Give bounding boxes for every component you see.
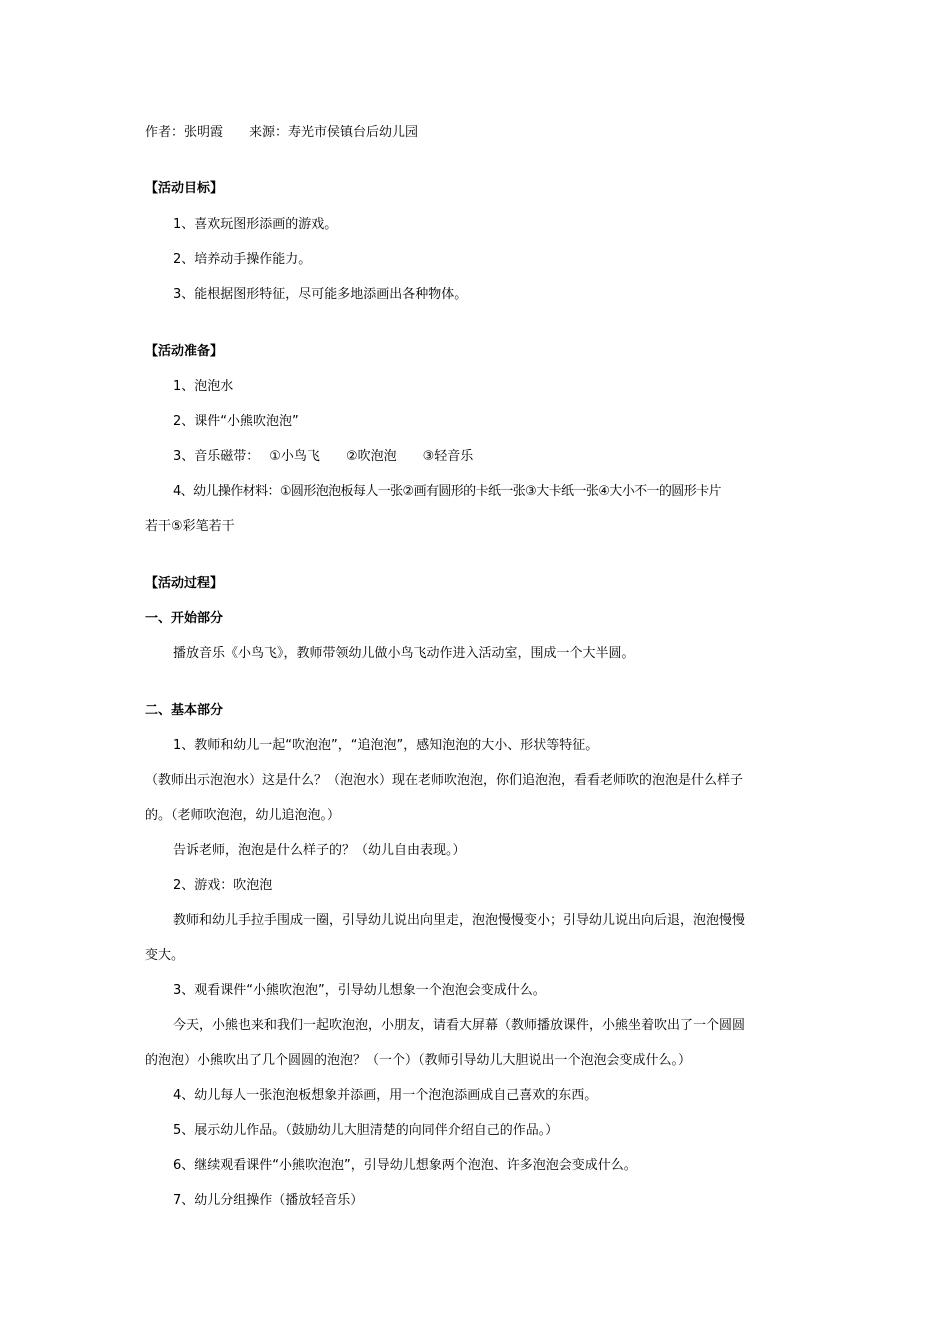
byline [145,124,810,142]
author: 作者：张明霞 [145,125,224,140]
goal-item: 2、培养动手操作能力。 [173,252,312,267]
music-track: ①小鸟飞 [269,449,320,464]
step-5: 5、展示幼儿作品。（鼓励幼儿大胆清楚的向同伴介绍自己的作品。） [173,1123,559,1138]
step-1-detail: （教师出示泡泡水）这是什么？（泡泡水）现在老师吹泡泡，你们追泡泡，看看老师吹的泡泡是什么样子 [145,773,744,788]
music-label: 3、音乐磁带： [173,449,260,464]
step-3-detail-cont: 的泡泡）小熊吹出了几个圆圆的泡泡？（一个）（教师引导幼儿大胆说出一个泡泡会变成什么。） [145,1053,692,1068]
music-track: ③轻音乐 [422,449,474,464]
step-6: 6、继续观看课件“小熊吹泡泡”，引导幼儿想象两个泡泡、许多泡泡会变成什么。 [173,1158,637,1173]
step-1-ask: 告诉老师，泡泡是什么样子的？（幼儿自由表现。） [173,843,466,858]
step-1-detail-cont: 的。（老师吹泡泡，幼儿追泡泡。） [145,808,341,823]
prep-item: 2、课件“小熊吹泡泡” [173,414,299,429]
source: 来源：寿光市侯镇台后幼儿园 [249,125,419,140]
prep-materials-cont: 若干⑤彩笔若干 [145,519,235,534]
step-2-detail: 教师和幼儿手拉手围成一圈，引导幼儿说出向里走，泡泡慢慢变小；引导幼儿说出向后退，泡泡慢慢 [173,913,746,928]
prep-materials: 4、幼儿操作材料：①圆形泡泡板每人一张②画有圆形的卡纸一张③大卡纸一张④大小不一的圆形卡片 [173,484,721,499]
part1-text: 播放音乐《小鸟飞》，教师带领幼儿做小鸟飞动作进入活动室，围成一个大半圆。 [173,646,635,661]
goal-item: 1、喜欢玩图形添画的游戏。 [173,217,338,232]
step-3-detail: 今天，小熊也来和我们一起吹泡泡，小朋友，请看大屏幕（教师播放课件，小熊坐着吹出了一个圆圆 [173,1018,746,1033]
goals-heading: 【活动目标】 [145,181,224,196]
step-3: 3、观看课件“小熊吹泡泡”，引导幼儿想象一个泡泡会变成什么。 [173,983,546,998]
prep-music [173,448,810,466]
prep-heading: 【活动准备】 [145,344,224,359]
part1-title: 一、开始部分 [145,611,224,626]
step-4: 4、幼儿每人一张泡泡板想象并添画，用一个泡泡添画成自己喜欢的东西。 [173,1088,598,1103]
step-1: 1、教师和幼儿一起“吹泡泡”，“追泡泡”，感知泡泡的大小、形状等特征。 [173,738,599,753]
process-heading: 【活动过程】 [145,576,224,591]
part2-title: 二、基本部分 [145,703,224,718]
step-7: 7、幼儿分组操作（播放轻音乐） [173,1193,364,1208]
goal-item: 3、能根据图形特征，尽可能多地添画出各种物体。 [173,287,468,302]
step-2-detail-cont: 变大。 [145,948,185,963]
music-track: ②吹泡泡 [345,449,397,464]
prep-item: 1、泡泡水 [173,379,234,394]
step-2: 2、游戏：吹泡泡 [173,878,273,893]
